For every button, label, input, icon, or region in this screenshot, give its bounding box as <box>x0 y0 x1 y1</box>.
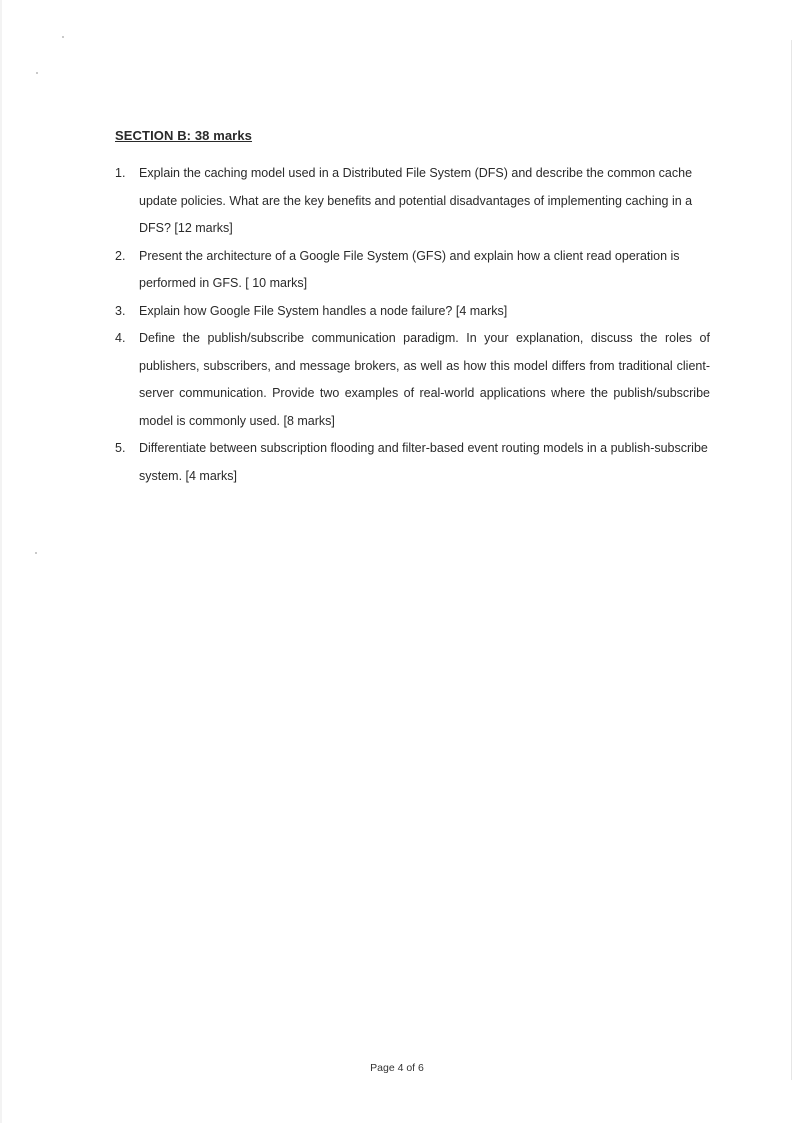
question-item <box>115 298 710 326</box>
section-heading: SECTION B: 38 marks <box>115 128 253 143</box>
question-list <box>115 160 710 490</box>
scan-speck <box>36 72 38 74</box>
question-number: 4. <box>115 331 126 345</box>
question-number: 5. <box>115 441 126 455</box>
question-item <box>115 435 710 490</box>
question-item <box>115 160 710 243</box>
scan-edge-left <box>0 0 2 1123</box>
question-item <box>115 325 710 435</box>
question-number: 2. <box>115 248 126 263</box>
scan-speck <box>62 36 64 38</box>
scan-speck <box>35 552 37 554</box>
question-text: Define the publish/subscribe communication paradigm. In your explanation, discuss the roles of publishers, subscribers, and message brokers, as well as how this model differs from traditional client-server communication. Provide two examples of real-world applications where the publish/subscribe model is commonly used. [8 marks] <box>139 331 710 428</box>
question-text: Explain the caching model used in a Distributed File System (DFS) and describe the common cache update policies. What are the key benefits and potential disadvantages of implementing caching in a DFS? [12 marks] <box>139 166 693 235</box>
question-text: Present the architecture of a Google File System (GFS) and explain how a client read operation is performed in GFS. [ 10 marks] <box>139 248 680 290</box>
page-number: Page 4 of 6 <box>370 1062 424 1074</box>
question-item <box>115 243 710 298</box>
scan-edge-right <box>791 40 792 1080</box>
question-number: 3. <box>115 303 126 318</box>
question-text: Explain how Google File System handles a node failure? [4 marks] <box>139 303 508 318</box>
question-text: Differentiate between subscription flooding and filter-based event routing models in a publish-subscribe system. [4 marks] <box>139 441 708 483</box>
question-number: 1. <box>115 166 126 180</box>
